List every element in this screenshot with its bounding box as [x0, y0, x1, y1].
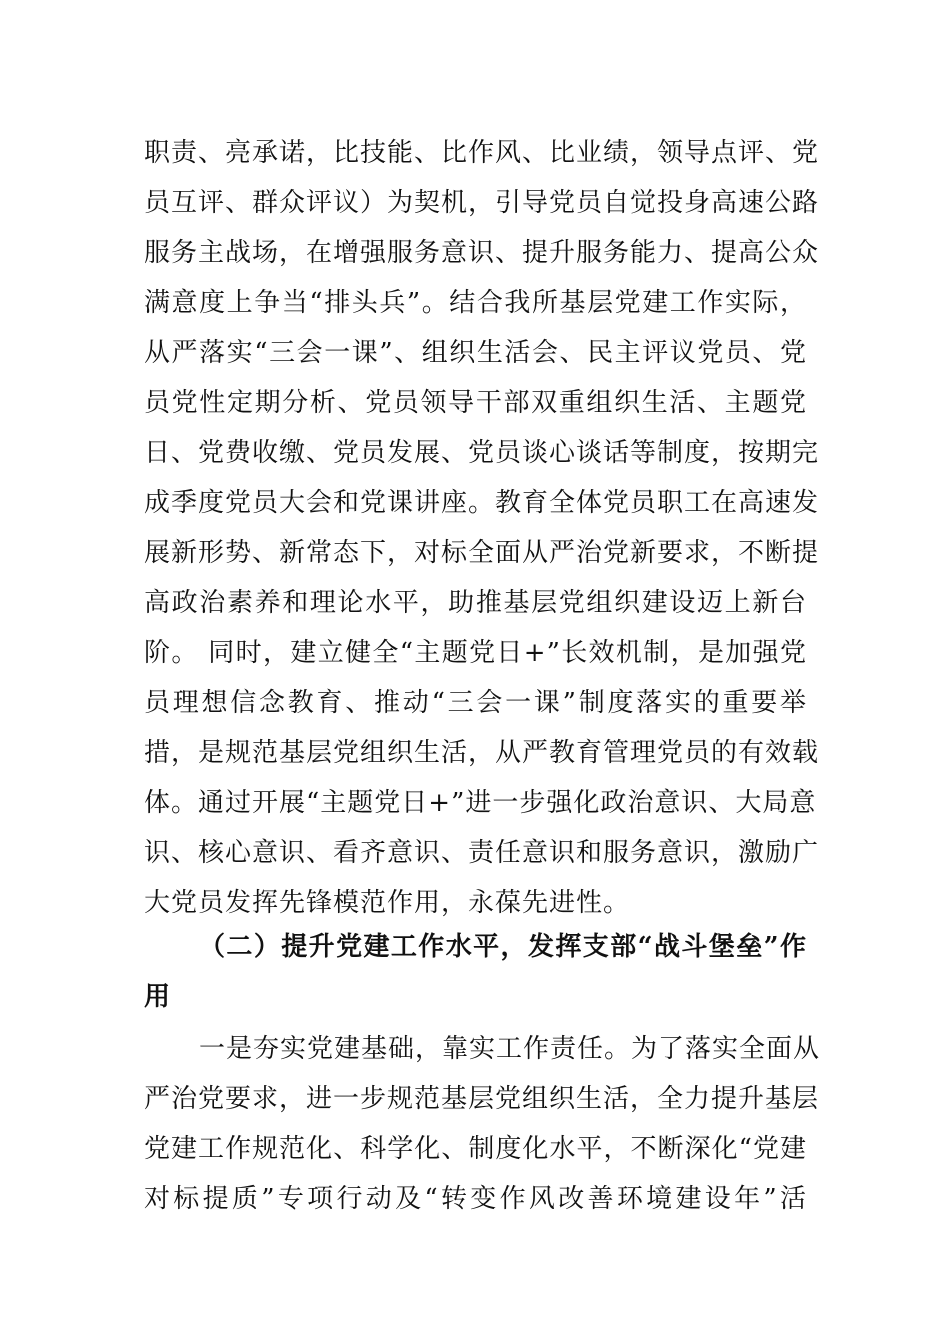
text-line: 一是夯实党建基础，靠实工作责任。为了落实全面从	[199, 1034, 821, 1064]
text-line: 对标提质”专项行动及“转变作风改善环境建设年”活	[144, 1184, 807, 1214]
text-line: 大党员发挥先锋模范作用，永葆先进性。	[144, 888, 631, 918]
text-line: 党建工作规范化、科学化、制度化水平，不断深化“党建	[144, 1134, 807, 1164]
body-paragraph-2	[144, 1024, 821, 1224]
section-heading	[144, 922, 807, 1022]
text-line: 高政治素养和理论水平，助推基层党组织建设迈上新台	[144, 588, 807, 618]
text-line: 员互评、群众评议）为契机，引导党员自觉投身高速公路	[144, 188, 820, 218]
text-line: 员党性定期分析、党员领导干部双重组织生活、主题党	[144, 388, 807, 418]
text-line: 日、党费收缴、党员发展、党员谈心谈话等制度，按期完	[144, 438, 820, 468]
text-line: 员理想信念教育、推动“三会一课”制度落实的重要举	[144, 688, 807, 718]
text-line: 满意度上争当“排头兵”。结合我所基层党建工作实际，	[144, 288, 807, 318]
text-line: 服务主战场，在增强服务意识、提升服务能力、提高公众	[144, 238, 820, 268]
body-paragraph-1	[144, 128, 820, 928]
text-line: 展新形势、新常态下，对标全面从严治党新要求，不断提	[144, 538, 820, 568]
text-line: 职责、亮承诺，比技能、比作风、比业绩，领导点评、党	[144, 138, 820, 168]
heading-line: （二）提升党建工作水平，发挥支部“战斗堡垒”作	[199, 932, 807, 962]
text-line: 阶。 同时，建立健全“主题党日+”长效机制，是加强党	[144, 638, 807, 668]
heading-line: 用	[144, 982, 172, 1012]
text-line: 识、核心意识、看齐意识、责任意识和服务意识，激励广	[144, 838, 820, 868]
text-line: 措，是规范基层党组织生活，从严教育管理党员的有效载	[144, 738, 820, 768]
text-line: 从严落实“三会一课”、组织生活会、民主评议党员、党	[144, 338, 807, 368]
text-line: 体。通过开展“主题党日+”进一步强化政治意识、大局意	[144, 788, 817, 818]
text-line: 严治党要求，进一步规范基层党组织生活，全力提升基层	[144, 1084, 820, 1114]
text-line: 成季度党员大会和党课讲座。教育全体党员职工在高速发	[144, 488, 820, 518]
